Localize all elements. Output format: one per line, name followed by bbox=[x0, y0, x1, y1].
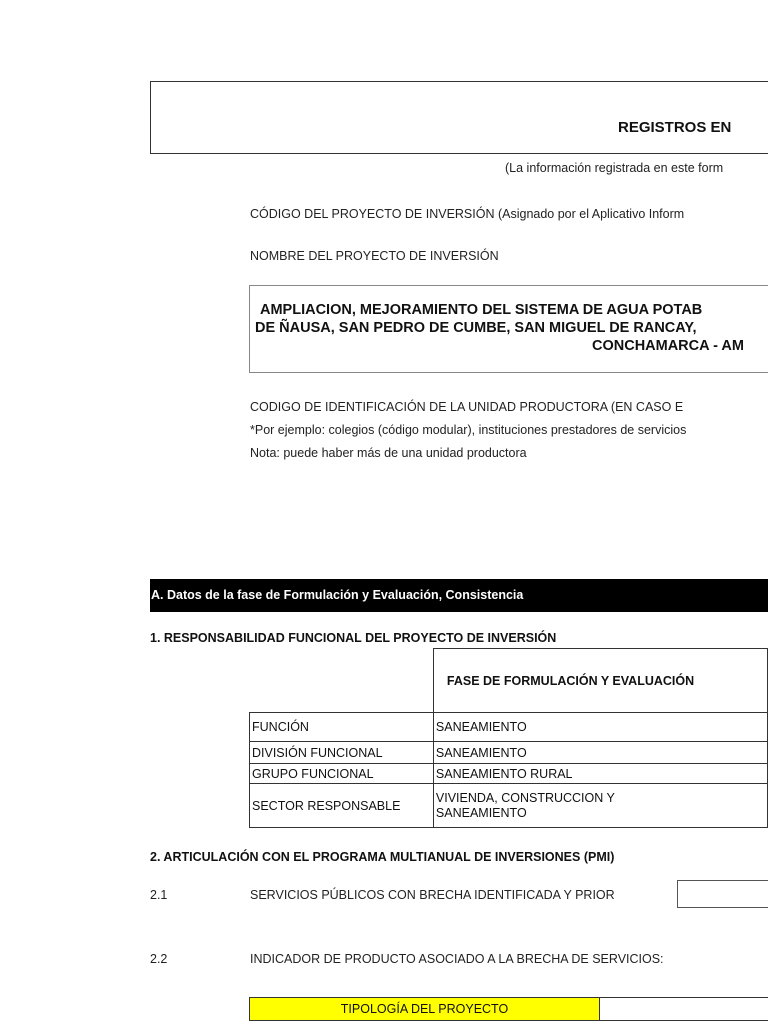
table-row-value: SANEAMIENTO RURAL bbox=[433, 764, 767, 784]
responsibility-heading: 1. RESPONSABILIDAD FUNCIONAL DEL PROYECTO DE INVERSIÓN bbox=[150, 631, 557, 645]
document-title: REGISTROS EN bbox=[618, 119, 732, 136]
pmi-heading: 2. ARTICULACIÓN CON EL PROGRAMA MULTIANUAL DE INVERSIONES (PMI) bbox=[150, 850, 615, 864]
table-row-value: SANEAMIENTO bbox=[433, 713, 767, 742]
sector-value-line-2: SANEAMIENTO bbox=[435, 805, 527, 820]
table-empty-cell bbox=[250, 649, 434, 713]
project-name-line-3: CONCHAMARCA - AM bbox=[592, 338, 744, 354]
table-row-label: DIVISIÓN FUNCIONAL bbox=[250, 742, 434, 764]
unit-example: *Por ejemplo: colegios (código modular), instituciones prestadores de servicios bbox=[250, 423, 687, 437]
sector-value-line-1: VIVIENDA, CONSTRUCCION Y bbox=[435, 790, 615, 805]
table-row-value bbox=[433, 784, 767, 828]
table-row bbox=[250, 784, 768, 828]
title-box bbox=[150, 81, 768, 154]
table-row-label: FUNCIÓN bbox=[250, 713, 434, 742]
project-name-line-1: AMPLIACION, MEJORAMIENTO DEL SISTEMA DE AGUA POTAB bbox=[260, 302, 703, 318]
project-name-label: NOMBRE DEL PROYECTO DE INVERSIÓN bbox=[250, 249, 499, 263]
table-row bbox=[250, 742, 768, 764]
item-2-1-number: 2.1 bbox=[150, 888, 168, 902]
table-header-row bbox=[250, 649, 768, 713]
item-2-2-text: INDICADOR DE PRODUCTO ASOCIADO A LA BRECHA DE SERVICIOS: bbox=[250, 952, 664, 966]
project-name-line-2: DE ÑAUSA, SAN PEDRO DE CUMBE, SAN MIGUEL DE RANCAY, bbox=[255, 320, 697, 336]
item-2-1-text: SERVICIOS PÚBLICOS CON BRECHA IDENTIFICADA Y PRIOR bbox=[250, 888, 615, 902]
services-input[interactable] bbox=[677, 880, 768, 908]
project-code-label: CÓDIGO DEL PROYECTO DE INVERSIÓN (Asignado por el Aplicativo Inform bbox=[250, 207, 685, 221]
document-subtitle: (La información registrada en este form bbox=[505, 161, 724, 175]
section-a-header: A. Datos de la fase de Formulación y Evaluación, Consistencia bbox=[150, 579, 768, 612]
table-header-phase: FASE DE FORMULACIÓN Y EVALUACIÓN bbox=[433, 649, 767, 713]
tipologia-row bbox=[249, 997, 768, 1021]
item-2-2-number: 2.2 bbox=[150, 952, 168, 966]
table-row bbox=[250, 764, 768, 784]
responsibility-table bbox=[249, 648, 768, 828]
tipologia-label: TIPOLOGÍA DEL PROYECTO bbox=[250, 998, 600, 1020]
table-row-value: SANEAMIENTO bbox=[433, 742, 767, 764]
unit-note: Nota: puede haber más de una unidad productora bbox=[250, 446, 527, 460]
table-row bbox=[250, 713, 768, 742]
unit-code-label: CODIGO DE IDENTIFICACIÓN DE LA UNIDAD PRODUCTORA (EN CASO E bbox=[250, 400, 684, 414]
table-row-label: GRUPO FUNCIONAL bbox=[250, 764, 434, 784]
table-row-label: SECTOR RESPONSABLE bbox=[250, 784, 434, 828]
